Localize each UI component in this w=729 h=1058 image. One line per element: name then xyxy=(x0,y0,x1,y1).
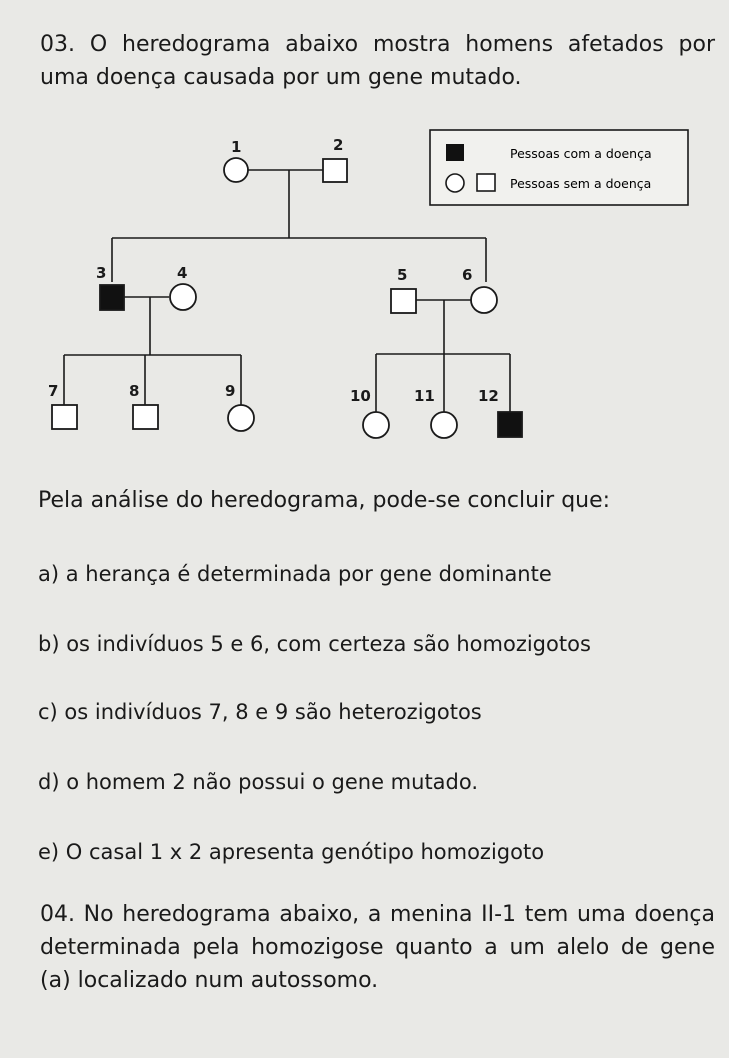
label-6: 6 xyxy=(462,266,473,284)
legend-affected-square xyxy=(446,144,464,161)
label-8: 8 xyxy=(129,382,140,400)
option-d: d) o homem 2 não possui o gene mutado. xyxy=(38,770,479,794)
label-10: 10 xyxy=(350,387,371,405)
label-2: 2 xyxy=(333,136,344,154)
question-03-text: 03. O heredograma abaixo mostra homens afetados por uma doença causada por um gene mutado. xyxy=(40,32,715,90)
individual-11 xyxy=(431,412,457,438)
option-b: b) os indivíduos 5 e 6, com certeza são homozigotos xyxy=(38,632,591,656)
label-3: 3 xyxy=(96,264,107,282)
option-a: a) a herança é determinada por gene dominante xyxy=(38,562,552,586)
label-12: 12 xyxy=(478,387,499,405)
individual-6 xyxy=(471,287,497,313)
legend-affected-label: Pessoas com a doença xyxy=(510,146,652,161)
individual-1 xyxy=(224,158,248,182)
individual-5 xyxy=(391,289,416,313)
individual-8 xyxy=(133,405,158,429)
legend-unaffected-circle xyxy=(446,174,464,192)
individual-2 xyxy=(323,159,347,182)
individual-9 xyxy=(228,405,254,431)
label-1: 1 xyxy=(231,138,242,156)
label-9: 9 xyxy=(225,382,236,400)
legend xyxy=(430,130,688,205)
label-5: 5 xyxy=(397,266,408,284)
option-c: c) os indivíduos 7, 8 e 9 são heterozigotos xyxy=(38,700,482,724)
label-11: 11 xyxy=(414,387,435,405)
question-04-text: 04. No heredograma abaixo, a menina II-1 tem uma doença determinada pela homozigose quanto a um alelo de gene (a) localizado num autossomo. xyxy=(40,902,715,993)
option-e: e) O casal 1 x 2 apresenta genótipo homozigoto xyxy=(38,840,545,864)
pedigree-chart xyxy=(0,120,729,450)
individual-3 xyxy=(100,285,124,310)
legend-unaffected-label: Pessoas sem a doença xyxy=(510,176,652,191)
label-4: 4 xyxy=(177,264,188,282)
legend-unaffected-square xyxy=(477,174,495,191)
label-7: 7 xyxy=(48,382,59,400)
individual-4 xyxy=(170,284,196,310)
individual-12 xyxy=(498,412,522,437)
individual-10 xyxy=(363,412,389,438)
individual-7 xyxy=(52,405,77,429)
question-03-lead: Pela análise do heredograma, pode-se concluir que: xyxy=(38,488,611,513)
